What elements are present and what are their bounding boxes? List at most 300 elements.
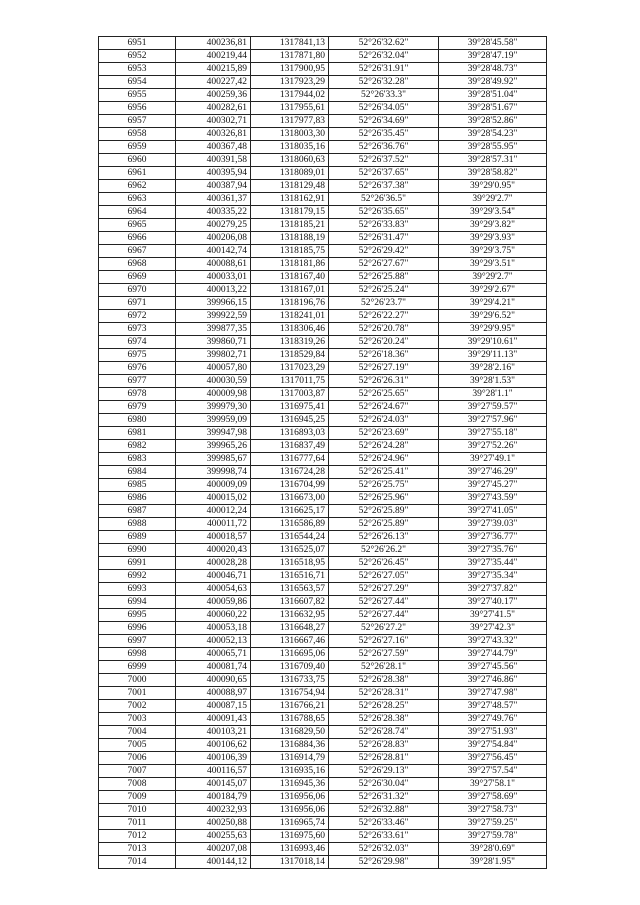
latitude: 52°26'28.83"	[329, 739, 439, 752]
point-number: 6991	[99, 557, 176, 570]
latitude: 52°26'28.31"	[329, 687, 439, 700]
longitude: 39°29'3.82"	[439, 219, 547, 232]
x-coordinate: 400227,42	[176, 76, 251, 89]
table-row	[99, 479, 547, 492]
latitude: 52°26'33.83"	[329, 219, 439, 232]
y-coordinate: 1316893,03	[251, 427, 329, 440]
longitude: 39°28'2.16"	[439, 362, 547, 375]
point-number: 6955	[99, 89, 176, 102]
table-row	[99, 739, 547, 752]
x-coordinate: 400065,71	[176, 648, 251, 661]
longitude: 39°27'52.26"	[439, 440, 547, 453]
x-coordinate: 400088,97	[176, 687, 251, 700]
table-row	[99, 89, 547, 102]
x-coordinate: 400106,62	[176, 739, 251, 752]
latitude: 52°26'27.44"	[329, 609, 439, 622]
y-coordinate: 1316586,89	[251, 518, 329, 531]
point-number: 6987	[99, 505, 176, 518]
longitude: 39°29'2.7"	[439, 193, 547, 206]
latitude: 52°26'25.89"	[329, 505, 439, 518]
x-coordinate: 400395,94	[176, 167, 251, 180]
y-coordinate: 1316607,82	[251, 596, 329, 609]
x-coordinate: 400391,58	[176, 154, 251, 167]
table-row	[99, 765, 547, 778]
latitude: 52°26'34.69"	[329, 115, 439, 128]
y-coordinate: 1316837,49	[251, 440, 329, 453]
point-number: 6985	[99, 479, 176, 492]
point-number: 7005	[99, 739, 176, 752]
x-coordinate: 399922,59	[176, 310, 251, 323]
y-coordinate: 1318179,15	[251, 206, 329, 219]
latitude: 52°26'32.04"	[329, 50, 439, 63]
latitude: 52°26'20.24"	[329, 336, 439, 349]
point-number: 6981	[99, 427, 176, 440]
table-row	[99, 193, 547, 206]
longitude: 39°27'55.18"	[439, 427, 547, 440]
point-number: 7013	[99, 843, 176, 856]
table-row	[99, 128, 547, 141]
latitude: 52°26'28.38"	[329, 713, 439, 726]
y-coordinate: 1316788,65	[251, 713, 329, 726]
table-row	[99, 804, 547, 817]
point-number: 6959	[99, 141, 176, 154]
y-coordinate: 1316544,24	[251, 531, 329, 544]
y-coordinate: 1317923,29	[251, 76, 329, 89]
x-coordinate: 400091,43	[176, 713, 251, 726]
y-coordinate: 1316673,00	[251, 492, 329, 505]
point-number: 7007	[99, 765, 176, 778]
latitude: 52°26'29.13"	[329, 765, 439, 778]
latitude: 52°26'26.45"	[329, 557, 439, 570]
table-row	[99, 713, 547, 726]
x-coordinate: 399965,26	[176, 440, 251, 453]
x-coordinate: 400387,94	[176, 180, 251, 193]
table-row	[99, 102, 547, 115]
y-coordinate: 1318529,84	[251, 349, 329, 362]
point-number: 7012	[99, 830, 176, 843]
point-number: 6996	[99, 622, 176, 635]
longitude: 39°28'49.92"	[439, 76, 547, 89]
table-row	[99, 167, 547, 180]
table-row	[99, 557, 547, 570]
table-row	[99, 791, 547, 804]
longitude: 39°27'44.79"	[439, 648, 547, 661]
latitude: 52°26'28.1"	[329, 661, 439, 674]
latitude: 52°26'31.91"	[329, 63, 439, 76]
longitude: 39°27'59.57"	[439, 401, 547, 414]
x-coordinate: 400018,57	[176, 531, 251, 544]
table-row	[99, 635, 547, 648]
latitude: 52°26'32.62"	[329, 37, 439, 50]
y-coordinate: 1316935,16	[251, 765, 329, 778]
x-coordinate: 400250,88	[176, 817, 251, 830]
point-number: 7014	[99, 856, 176, 869]
y-coordinate: 1318181,86	[251, 258, 329, 271]
latitude: 52°26'28.38"	[329, 674, 439, 687]
longitude: 39°27'36.77"	[439, 531, 547, 544]
latitude: 52°26'29.98"	[329, 856, 439, 869]
longitude: 39°27'43.32"	[439, 635, 547, 648]
latitude: 52°26'27.44"	[329, 596, 439, 609]
y-coordinate: 1318129,48	[251, 180, 329, 193]
x-coordinate: 400184,79	[176, 791, 251, 804]
latitude: 52°26'24.03"	[329, 414, 439, 427]
longitude: 39°27'57.96"	[439, 414, 547, 427]
latitude: 52°26'35.45"	[329, 128, 439, 141]
point-number: 6968	[99, 258, 176, 271]
point-number: 6952	[99, 50, 176, 63]
longitude: 39°28'57.31"	[439, 154, 547, 167]
latitude: 52°26'24.96"	[329, 453, 439, 466]
longitude: 39°29'9.95"	[439, 323, 547, 336]
x-coordinate: 400255,63	[176, 830, 251, 843]
latitude: 52°26'25.41"	[329, 466, 439, 479]
x-coordinate: 400046,71	[176, 570, 251, 583]
y-coordinate: 1316648,27	[251, 622, 329, 635]
y-coordinate: 1318162,91	[251, 193, 329, 206]
x-coordinate: 400015,02	[176, 492, 251, 505]
table-row	[99, 726, 547, 739]
x-coordinate: 400367,48	[176, 141, 251, 154]
latitude: 52°26'33.46"	[329, 817, 439, 830]
y-coordinate: 1317900,95	[251, 63, 329, 76]
table-row	[99, 37, 547, 50]
table-row	[99, 570, 547, 583]
point-number: 6980	[99, 414, 176, 427]
point-number: 6972	[99, 310, 176, 323]
point-number: 6995	[99, 609, 176, 622]
table-row	[99, 843, 547, 856]
latitude: 52°26'28.74"	[329, 726, 439, 739]
latitude: 52°26'25.65"	[329, 388, 439, 401]
longitude: 39°27'59.25"	[439, 817, 547, 830]
table-row	[99, 271, 547, 284]
table-row	[99, 323, 547, 336]
y-coordinate: 1318035,16	[251, 141, 329, 154]
x-coordinate: 400145,07	[176, 778, 251, 791]
table-row	[99, 219, 547, 232]
table-row	[99, 544, 547, 557]
latitude: 52°26'24.28"	[329, 440, 439, 453]
longitude: 39°27'35.76"	[439, 544, 547, 557]
point-number: 6976	[99, 362, 176, 375]
y-coordinate: 1316975,60	[251, 830, 329, 843]
y-coordinate: 1316766,21	[251, 700, 329, 713]
table-row	[99, 245, 547, 258]
latitude: 52°26'32.03"	[329, 843, 439, 856]
point-number: 6969	[99, 271, 176, 284]
point-number: 6982	[99, 440, 176, 453]
latitude: 52°26'25.89"	[329, 518, 439, 531]
point-number: 6957	[99, 115, 176, 128]
latitude: 52°26'36.5"	[329, 193, 439, 206]
x-coordinate: 400009,98	[176, 388, 251, 401]
longitude: 39°28'51.04"	[439, 89, 547, 102]
point-number: 6965	[99, 219, 176, 232]
coordinates-table	[98, 36, 547, 869]
longitude: 39°27'58.1"	[439, 778, 547, 791]
latitude: 52°26'27.2"	[329, 622, 439, 635]
x-coordinate: 400106,39	[176, 752, 251, 765]
latitude: 52°26'27.59"	[329, 648, 439, 661]
table-row	[99, 336, 547, 349]
table-row	[99, 856, 547, 869]
longitude: 39°27'58.69"	[439, 791, 547, 804]
point-number: 6974	[99, 336, 176, 349]
y-coordinate: 1316724,28	[251, 466, 329, 479]
x-coordinate: 400282,61	[176, 102, 251, 115]
longitude: 39°27'49.76"	[439, 713, 547, 726]
point-number: 6956	[99, 102, 176, 115]
x-coordinate: 399860,71	[176, 336, 251, 349]
x-coordinate: 400103,21	[176, 726, 251, 739]
table-row	[99, 258, 547, 271]
point-number: 6967	[99, 245, 176, 258]
point-number: 6988	[99, 518, 176, 531]
y-coordinate: 1317944,02	[251, 89, 329, 102]
latitude: 52°26'37.52"	[329, 154, 439, 167]
x-coordinate: 400052,13	[176, 635, 251, 648]
table-row	[99, 466, 547, 479]
point-number: 6983	[99, 453, 176, 466]
longitude: 39°27'59.78"	[439, 830, 547, 843]
x-coordinate: 400033,01	[176, 271, 251, 284]
longitude: 39°29'3.54"	[439, 206, 547, 219]
table-row	[99, 440, 547, 453]
y-coordinate: 1316754,94	[251, 687, 329, 700]
table-row	[99, 778, 547, 791]
y-coordinate: 1318185,21	[251, 219, 329, 232]
longitude: 39°27'45.27"	[439, 479, 547, 492]
x-coordinate: 400020,43	[176, 544, 251, 557]
x-coordinate: 400011,72	[176, 518, 251, 531]
x-coordinate: 400090,65	[176, 674, 251, 687]
table-row	[99, 700, 547, 713]
x-coordinate: 400236,81	[176, 37, 251, 50]
point-number: 6990	[99, 544, 176, 557]
longitude: 39°28'1.53"	[439, 375, 547, 388]
y-coordinate: 1318185,75	[251, 245, 329, 258]
table-row	[99, 414, 547, 427]
latitude: 52°26'32.28"	[329, 76, 439, 89]
table-row	[99, 830, 547, 843]
table-row	[99, 622, 547, 635]
y-coordinate: 1316829,50	[251, 726, 329, 739]
table-row	[99, 310, 547, 323]
point-number: 6984	[99, 466, 176, 479]
x-coordinate: 400335,22	[176, 206, 251, 219]
longitude: 39°27'37.82"	[439, 583, 547, 596]
point-number: 7011	[99, 817, 176, 830]
y-coordinate: 1317003,87	[251, 388, 329, 401]
y-coordinate: 1317955,61	[251, 102, 329, 115]
y-coordinate: 1316709,40	[251, 661, 329, 674]
y-coordinate: 1318089,01	[251, 167, 329, 180]
table-row	[99, 362, 547, 375]
x-coordinate: 400207,08	[176, 843, 251, 856]
longitude: 39°28'0.69"	[439, 843, 547, 856]
table-row	[99, 388, 547, 401]
point-number: 6966	[99, 232, 176, 245]
table-row	[99, 349, 547, 362]
point-number: 6975	[99, 349, 176, 362]
y-coordinate: 1318060,63	[251, 154, 329, 167]
x-coordinate: 400087,15	[176, 700, 251, 713]
longitude: 39°28'48.73"	[439, 63, 547, 76]
x-coordinate: 399877,35	[176, 323, 251, 336]
longitude: 39°27'54.84"	[439, 739, 547, 752]
longitude: 39°27'46.86"	[439, 674, 547, 687]
y-coordinate: 1316516,71	[251, 570, 329, 583]
longitude: 39°27'35.44"	[439, 557, 547, 570]
y-coordinate: 1316518,95	[251, 557, 329, 570]
longitude: 39°28'54.23"	[439, 128, 547, 141]
longitude: 39°27'45.56"	[439, 661, 547, 674]
y-coordinate: 1318241,01	[251, 310, 329, 323]
point-number: 7001	[99, 687, 176, 700]
table-row	[99, 609, 547, 622]
latitude: 52°26'27.19"	[329, 362, 439, 375]
x-coordinate: 400057,80	[176, 362, 251, 375]
longitude: 39°27'48.57"	[439, 700, 547, 713]
table-row	[99, 505, 547, 518]
y-coordinate: 1316563,57	[251, 583, 329, 596]
y-coordinate: 1316914,79	[251, 752, 329, 765]
latitude: 52°26'37.38"	[329, 180, 439, 193]
x-coordinate: 399979,30	[176, 401, 251, 414]
point-number: 6997	[99, 635, 176, 648]
y-coordinate: 1317871,80	[251, 50, 329, 63]
y-coordinate: 1316945,25	[251, 414, 329, 427]
point-number: 6961	[99, 167, 176, 180]
table-row	[99, 141, 547, 154]
y-coordinate: 1317841,13	[251, 37, 329, 50]
y-coordinate: 1317018,14	[251, 856, 329, 869]
table-row	[99, 674, 547, 687]
longitude: 39°28'1.1"	[439, 388, 547, 401]
y-coordinate: 1316704,99	[251, 479, 329, 492]
latitude: 52°26'23.7"	[329, 297, 439, 310]
longitude: 39°29'3.75"	[439, 245, 547, 258]
longitude: 39°28'52.86"	[439, 115, 547, 128]
table-row	[99, 817, 547, 830]
latitude: 52°26'31.47"	[329, 232, 439, 245]
longitude: 39°28'1.95"	[439, 856, 547, 869]
coordinates-table-body	[99, 37, 547, 869]
latitude: 52°26'27.67"	[329, 258, 439, 271]
x-coordinate: 400059,86	[176, 596, 251, 609]
longitude: 39°27'57.54"	[439, 765, 547, 778]
longitude: 39°27'43.59"	[439, 492, 547, 505]
x-coordinate: 400009,09	[176, 479, 251, 492]
latitude: 52°26'25.96"	[329, 492, 439, 505]
latitude: 52°26'25.88"	[329, 271, 439, 284]
point-number: 6960	[99, 154, 176, 167]
point-number: 6958	[99, 128, 176, 141]
y-coordinate: 1316975,41	[251, 401, 329, 414]
y-coordinate: 1318306,46	[251, 323, 329, 336]
latitude: 52°26'27.16"	[329, 635, 439, 648]
point-number: 6979	[99, 401, 176, 414]
point-number: 7008	[99, 778, 176, 791]
point-number: 6963	[99, 193, 176, 206]
longitude: 39°29'4.21"	[439, 297, 547, 310]
y-coordinate: 1316625,17	[251, 505, 329, 518]
point-number: 6989	[99, 531, 176, 544]
longitude: 39°28'58.82"	[439, 167, 547, 180]
y-coordinate: 1316733,75	[251, 674, 329, 687]
x-coordinate: 400206,08	[176, 232, 251, 245]
longitude: 39°27'51.93"	[439, 726, 547, 739]
latitude: 52°26'27.29"	[329, 583, 439, 596]
latitude: 52°26'25.75"	[329, 479, 439, 492]
x-coordinate: 400054,63	[176, 583, 251, 596]
latitude: 52°26'28.25"	[329, 700, 439, 713]
point-number: 6964	[99, 206, 176, 219]
latitude: 52°26'24.67"	[329, 401, 439, 414]
x-coordinate: 400060,22	[176, 609, 251, 622]
x-coordinate: 400219,44	[176, 50, 251, 63]
y-coordinate: 1317011,75	[251, 375, 329, 388]
latitude: 52°26'34.05"	[329, 102, 439, 115]
x-coordinate: 400259,36	[176, 89, 251, 102]
point-number: 6973	[99, 323, 176, 336]
table-row	[99, 596, 547, 609]
y-coordinate: 1318319,26	[251, 336, 329, 349]
longitude: 39°29'3.51"	[439, 258, 547, 271]
latitude: 52°26'26.31"	[329, 375, 439, 388]
x-coordinate: 400028,28	[176, 557, 251, 570]
latitude: 52°26'26.2"	[329, 544, 439, 557]
longitude: 39°29'6.52"	[439, 310, 547, 323]
longitude: 39°27'49.1"	[439, 453, 547, 466]
x-coordinate: 400116,57	[176, 765, 251, 778]
y-coordinate: 1316695,06	[251, 648, 329, 661]
table-row	[99, 76, 547, 89]
point-number: 6998	[99, 648, 176, 661]
x-coordinate: 400013,22	[176, 284, 251, 297]
table-row	[99, 518, 547, 531]
longitude: 39°27'56.45"	[439, 752, 547, 765]
latitude: 52°26'26.13"	[329, 531, 439, 544]
latitude: 52°26'22.27"	[329, 310, 439, 323]
longitude: 39°29'3.93"	[439, 232, 547, 245]
y-coordinate: 1318003,30	[251, 128, 329, 141]
longitude: 39°27'39.03"	[439, 518, 547, 531]
x-coordinate: 400081,74	[176, 661, 251, 674]
x-coordinate: 400302,71	[176, 115, 251, 128]
longitude: 39°28'47.19"	[439, 50, 547, 63]
x-coordinate: 400361,37	[176, 193, 251, 206]
longitude: 39°27'40.17"	[439, 596, 547, 609]
latitude: 52°26'36.76"	[329, 141, 439, 154]
longitude: 39°28'55.95"	[439, 141, 547, 154]
y-coordinate: 1317977,83	[251, 115, 329, 128]
longitude: 39°27'46.29"	[439, 466, 547, 479]
y-coordinate: 1316667,46	[251, 635, 329, 648]
x-coordinate: 400030,59	[176, 375, 251, 388]
table-row	[99, 531, 547, 544]
longitude: 39°28'51.67"	[439, 102, 547, 115]
y-coordinate: 1316945,36	[251, 778, 329, 791]
y-coordinate: 1316777,64	[251, 453, 329, 466]
longitude: 39°29'0.95"	[439, 180, 547, 193]
point-number: 6993	[99, 583, 176, 596]
table-row	[99, 180, 547, 193]
latitude: 52°26'35.65"	[329, 206, 439, 219]
latitude: 52°26'31.32"	[329, 791, 439, 804]
latitude: 52°26'30.04"	[329, 778, 439, 791]
